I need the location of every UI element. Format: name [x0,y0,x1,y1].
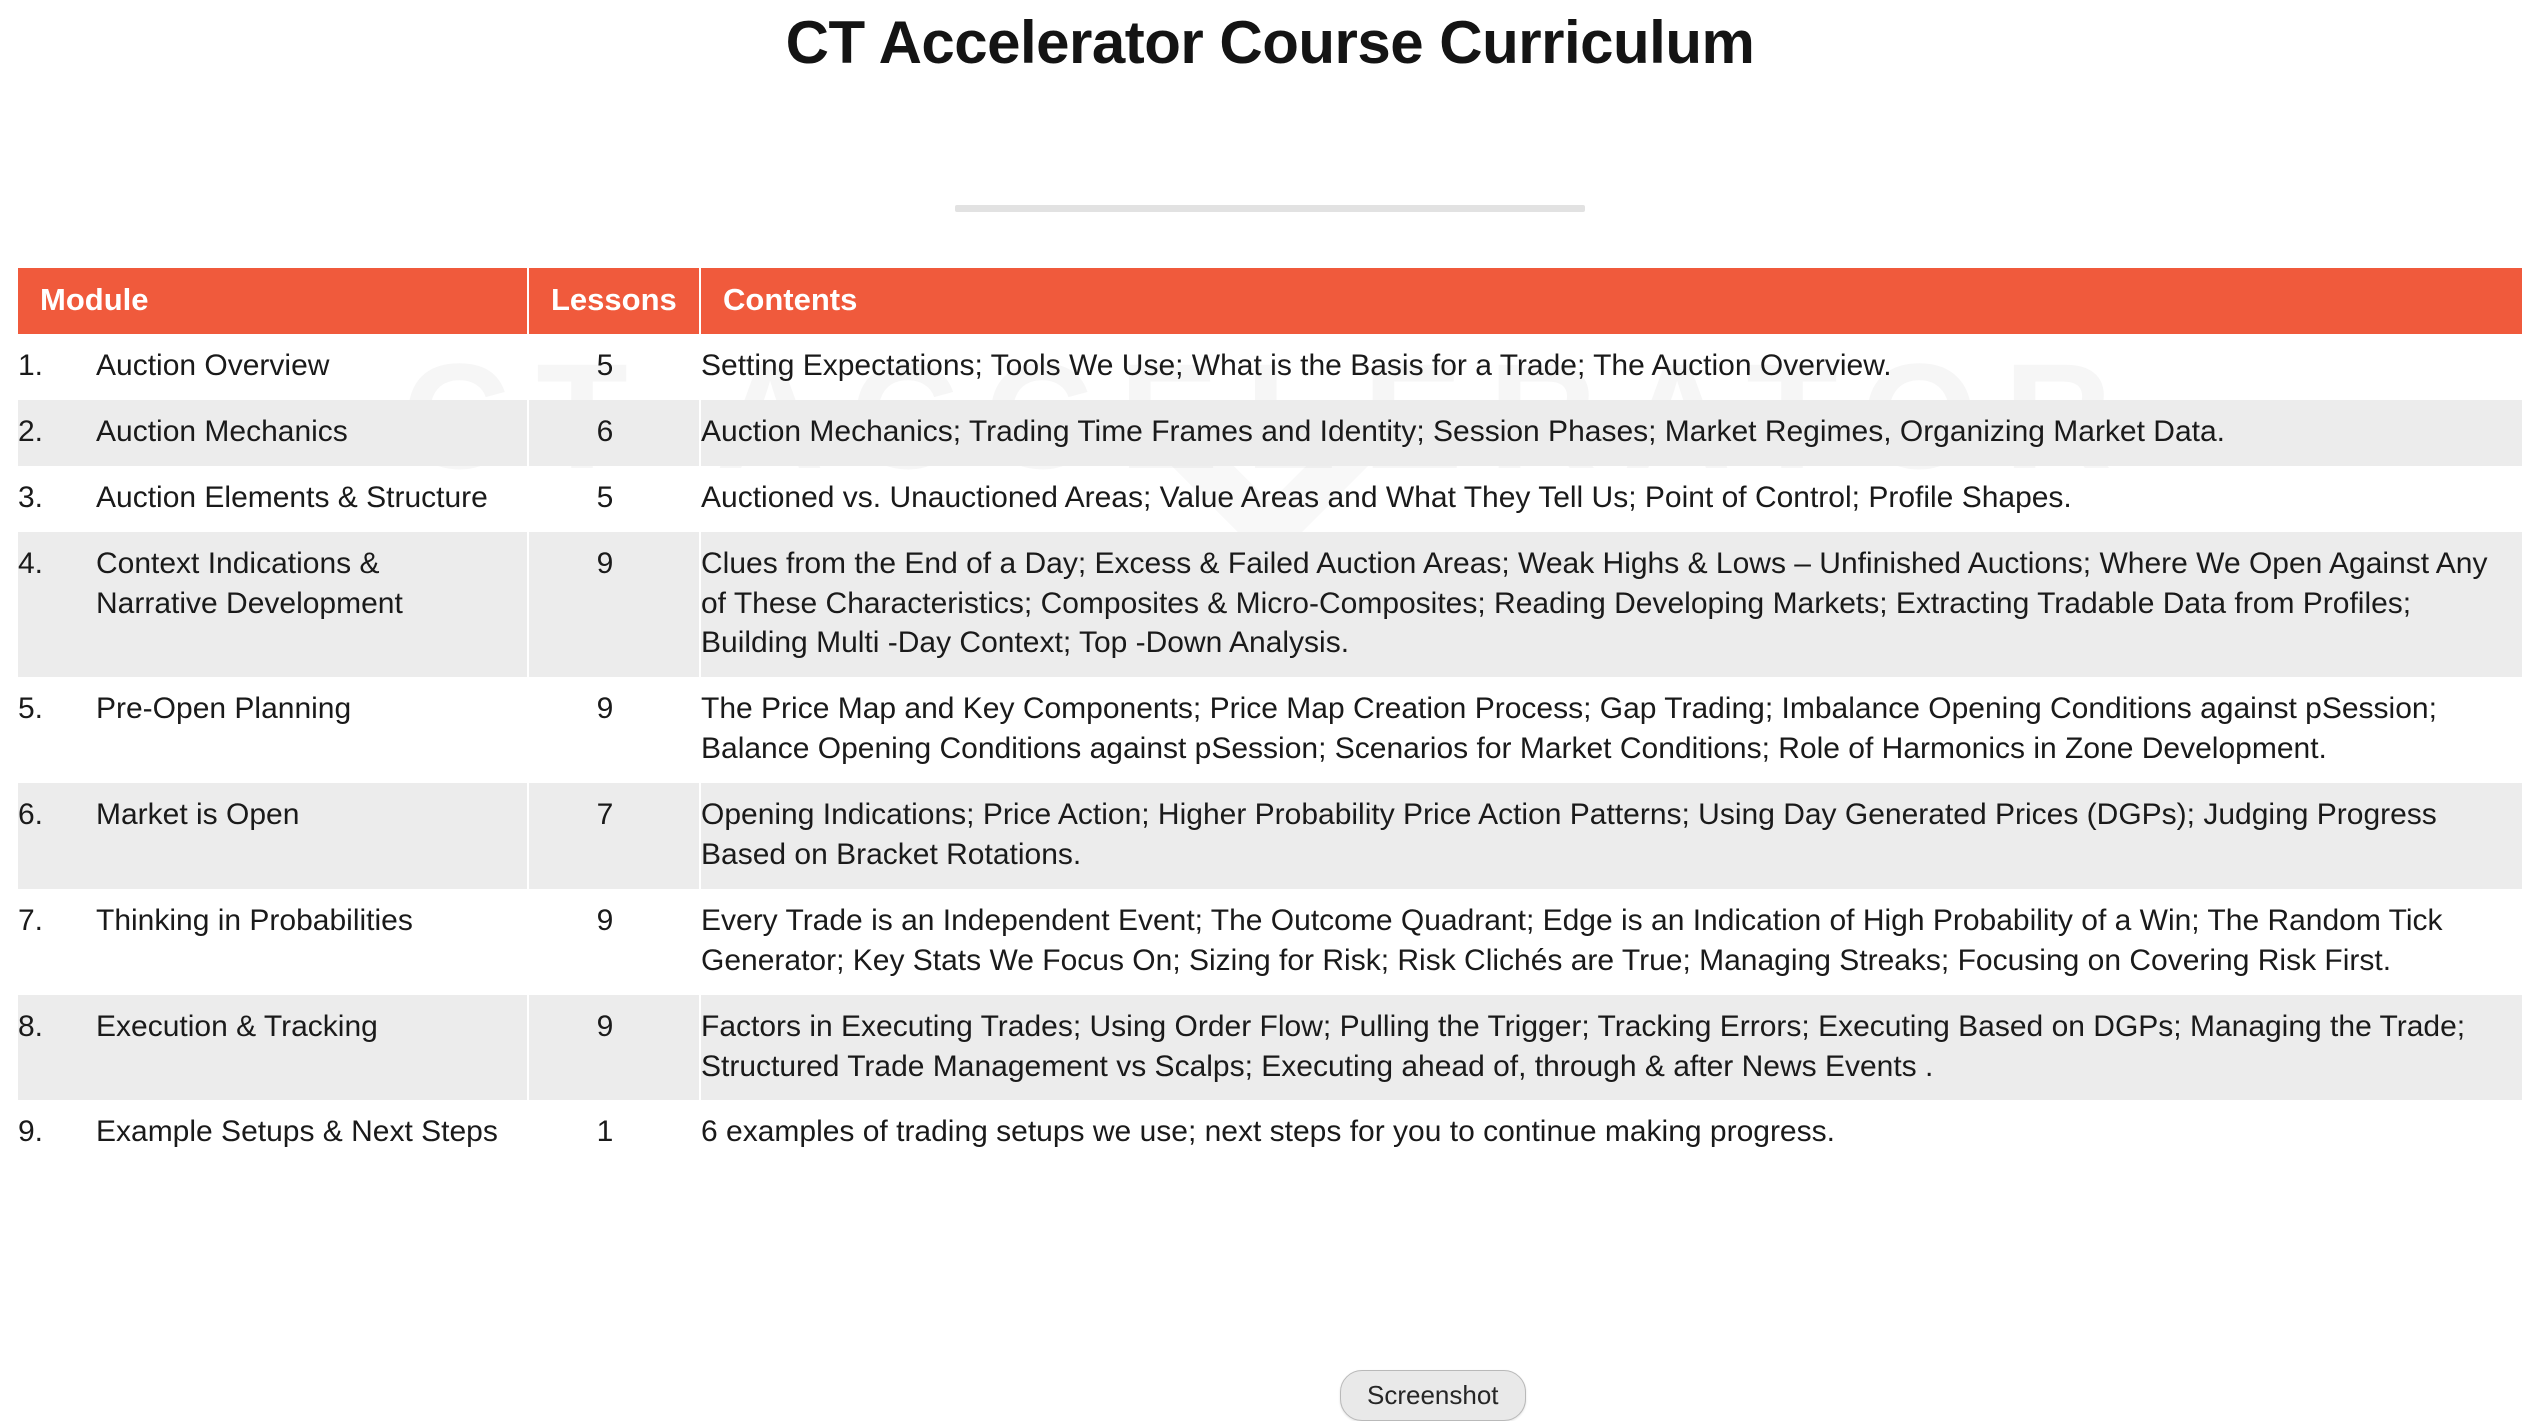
table-body [18,334,2522,1166]
lessons-count: 6 [528,400,700,466]
module-number: 4. [18,546,44,580]
lessons-count: 9 [528,995,700,1101]
contents-text: Opening Indications; Price Action; Higher Probability Price Action Patterns; Using Day Generated Prices (DGPs); Judging Progress Based on Bracket Rotations. [700,783,2522,889]
table-row [18,783,2522,889]
lessons-count: 1 [528,1100,700,1166]
module-cell [18,532,528,678]
module-cell [18,889,528,995]
module-name: Pre-Open Planning [96,692,352,726]
lessons-count: 9 [528,677,700,783]
table-row [18,995,2522,1101]
module-cell [18,995,528,1101]
module-number: 1. [18,349,44,382]
table-row [18,466,2522,532]
module-number: 9. [18,1115,44,1149]
contents-text: Auctioned vs. Unauctioned Areas; Value Areas and What They Tell Us; Point of Control; Profile Shapes. [701,480,2072,514]
module-name: Execution & Tracking [96,1009,378,1043]
column-header-module: Module [18,268,528,334]
lessons-count: 7 [528,783,700,889]
contents-text: The Price Map and Key Components; Price Map Creation Process; Gap Trading; Imbalance Opening Conditions against pSession; Balance Opening Conditions against pSession; Scenarios for Market Conditions; Role of Harmonics in Zone Development. [701,692,2437,766]
contents-text: Factors in Executing Trades; Using Order Flow; Pulling the Trigger; Tracking Errors; Executing Based on DGPs; Managing the Trade; Structured Trade Management vs Scalps; Executing ahead of, through & after News Events . [700,995,2522,1101]
module-cell [18,334,528,400]
table-row [18,400,2522,466]
module-cell [18,1100,528,1166]
module-cell [18,783,528,889]
table-row [18,889,2522,995]
module-name: Auction Mechanics [96,414,348,448]
module-name: Example Setups & Next Steps [96,1115,498,1149]
title-divider [955,205,1585,212]
module-number: 2. [18,414,44,448]
module-number: 6. [18,798,44,832]
column-header-lessons: Lessons [528,268,700,334]
curriculum-table-container [18,268,2522,1166]
module-cell [18,466,528,532]
contents-text: 6 examples of trading setups we use; next steps for you to continue making progress. [701,1115,1835,1149]
screenshot-button[interactable]: Screenshot [1340,1370,1526,1421]
table-row [18,677,2522,783]
contents-text: Clues from the End of a Day; Excess & Failed Auction Areas; Weak Highs & Lows – Unfinished Auctions; Where We Open Against Any of These Characteristics; Composites & Micro-Composites; Reading Developing Markets; Extracting Tradable Data from Profiles; Building Multi -Day Context; Top -Down Analysis. [700,532,2522,678]
module-cell [18,400,528,466]
lessons-count: 9 [528,889,700,995]
module-name: Context Indications & Narrative Development [96,546,403,620]
lessons-count: 5 [528,334,700,400]
module-name: Market is Open [96,798,300,832]
module-number: 5. [18,692,44,726]
contents-text: Setting Expectations; Tools We Use; What is the Basis for a Trade; The Auction Overview. [701,349,1892,382]
page-title: CT Accelerator Course Curriculum [785,9,1755,76]
table-header-row [18,268,2522,334]
curriculum-table [18,268,2522,1166]
module-cell [18,677,528,783]
table-row [18,532,2522,678]
module-name: Auction Overview [96,349,330,382]
module-name: Thinking in Probabilities [96,903,413,937]
module-number: 7. [18,903,44,937]
contents-text: Auction Mechanics; Trading Time Frames and Identity; Session Phases; Market Regimes, Organizing Market Data. [700,400,2522,466]
lessons-count: 9 [528,532,700,678]
module-name: Auction Elements & Structure [96,480,488,514]
table-header [18,268,2522,334]
table-row [18,334,2522,400]
module-number: 8. [18,1009,44,1043]
table-row [18,1100,2522,1166]
lessons-count: 5 [528,466,700,532]
contents-text: Every Trade is an Independent Event; The Outcome Quadrant; Edge is an Indication of High Probability of a Win; The Random Tick Generator; Key Stats We Focus On; Sizing for Risk; Risk Clichés are True; Managing Streaks; Focusing on Covering Risk First. [701,903,2443,977]
column-header-contents: Contents [700,268,2522,334]
module-number: 3. [18,480,44,514]
